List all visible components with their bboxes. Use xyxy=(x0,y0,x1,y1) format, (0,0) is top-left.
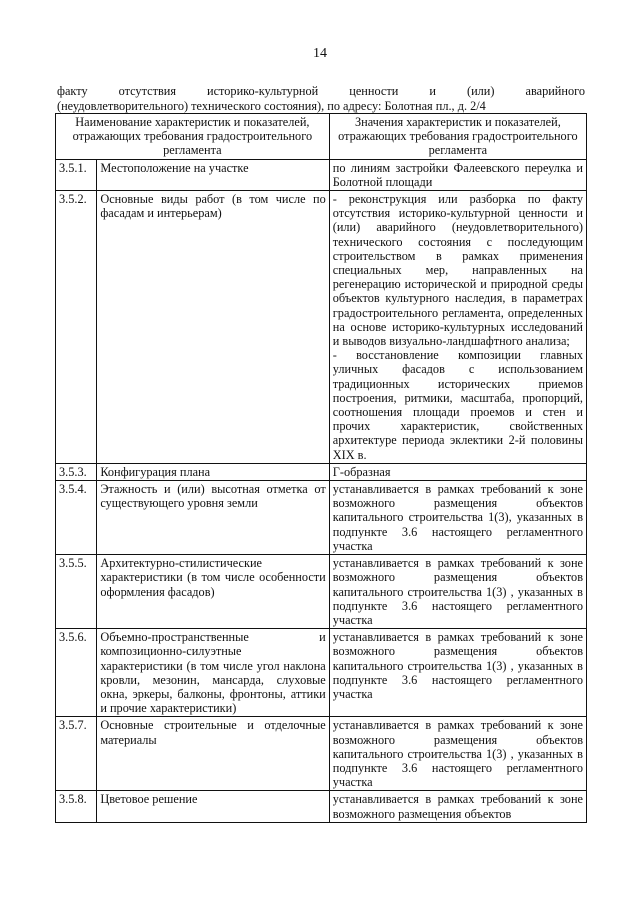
row-number: 3.5.8. xyxy=(56,791,97,822)
row-value xyxy=(329,159,586,190)
table-row xyxy=(56,191,587,464)
row-characteristic-name: Основные виды работ (в том числе по фасадам и интерьерам) xyxy=(97,191,329,464)
row-value-paragraph: устанавливается в рамках требований к зоне возможного размещения объектов капитального строительства 1(3) , указанных в подпункте 3.6 настоящего регламентного участка xyxy=(332,556,583,627)
row-value xyxy=(329,191,586,464)
document-sheet xyxy=(55,84,587,823)
row-value xyxy=(329,717,586,791)
table-row xyxy=(56,555,587,629)
page-number: 14 xyxy=(313,46,327,61)
row-value xyxy=(329,629,586,717)
row-number: 3.5.6. xyxy=(56,629,97,717)
row-characteristic-name: Местоположение на участке xyxy=(97,159,329,190)
row-value-paragraph: устанавливается в рамках требований к зоне возможного размещения объектов капитального строительства 1(3) , указанных в подпункте 3.6 настоящего регламентного участка xyxy=(332,630,583,701)
header-characteristics: Наименование характеристик и показателей, отражающих требования градостроительного регламента xyxy=(56,114,330,160)
row-value xyxy=(329,791,586,822)
header-values: Значения характеристик и показателей, отражающих требования градостроительного регламента xyxy=(329,114,586,160)
row-value-paragraph: - реконструкция или разборка по факту отсутствия историко-культурной ценности и (или) аварийного (неудовлетворительного) технического состояния с последующим строительством в рамках применения специальных мер, направленных на регенерацию исторической и природной среды объектов культурного наследия, в параметрах градостроительного регламента, определенных на основе историко-культурных исследований и выводов визуально-ландшафтного анализа; xyxy=(332,192,583,349)
row-value xyxy=(329,555,586,629)
row-number: 3.5.7. xyxy=(56,717,97,791)
row-number: 3.5.3. xyxy=(56,463,97,480)
table-row xyxy=(56,717,587,791)
row-characteristic-name: Архитектурно-стилистические характеристики (в том числе особенности оформления фасадов) xyxy=(97,555,329,629)
row-characteristic-name: Конфигурация плана xyxy=(97,463,329,480)
row-characteristic-name: Объемно-пространственные и композиционно-силуэтные характеристики (в том числе угол наклона кровли, мезонин, мансарда, слуховые окна, эркеры, балконы, фронтоны, аттики и прочие характеристики) xyxy=(97,629,329,717)
table-row xyxy=(56,481,587,555)
row-value xyxy=(329,481,586,555)
row-characteristic-name: Цветовое решение xyxy=(97,791,329,822)
row-number: 3.5.1. xyxy=(56,159,97,190)
table-row xyxy=(56,629,587,717)
row-value xyxy=(329,463,586,480)
row-value-paragraph: устанавливается в рамках требований к зоне возможного размещения объектов капитального строительства 1(3), указанных в подпункте 3.6 настоящего регламентного участка xyxy=(332,482,583,553)
intro-text xyxy=(55,84,587,113)
row-value-paragraph: Г-образная xyxy=(332,464,391,479)
intro-line-2: (неудовлетворительного) технического состояния), по адресу: Болотная пл., д. 2/4 xyxy=(57,98,486,113)
row-number: 3.5.4. xyxy=(56,481,97,555)
table-row xyxy=(56,159,587,190)
row-characteristic-name: Этажность и (или) высотная отметка от существующего уровня земли xyxy=(97,481,329,555)
row-value-paragraph: устанавливается в рамках требований к зоне возможного размещения объектов xyxy=(332,792,583,821)
row-characteristic-name: Основные строительные и отделочные материалы xyxy=(97,717,329,791)
row-number: 3.5.2. xyxy=(56,191,97,464)
table-row xyxy=(56,463,587,480)
row-value-paragraph: - восстановление композиции главных уличных фасадов с использованием традиционных исторических приемов построения, ритмики, масштаба, пропорций, соотношения площади проемов и стен и прочих характеристик, свойственных архитектуре периода эклектики 2-й половины XIX в. xyxy=(332,348,583,462)
regulation-table xyxy=(55,113,587,823)
table-row xyxy=(56,791,587,822)
intro-line-1: факту отсутствия историко-культурной ценности и (или) аварийного xyxy=(57,84,585,98)
row-number: 3.5.5. xyxy=(56,555,97,629)
table-header-row xyxy=(56,114,587,160)
row-value-paragraph: устанавливается в рамках требований к зоне возможного размещения объектов капитального строительства 1(3) , указанных в подпункте 3.6 настоящего регламентного участка xyxy=(332,718,583,790)
row-value-paragraph: по линиям застройки Фалеевского переулка и Болотной площади xyxy=(332,160,583,189)
